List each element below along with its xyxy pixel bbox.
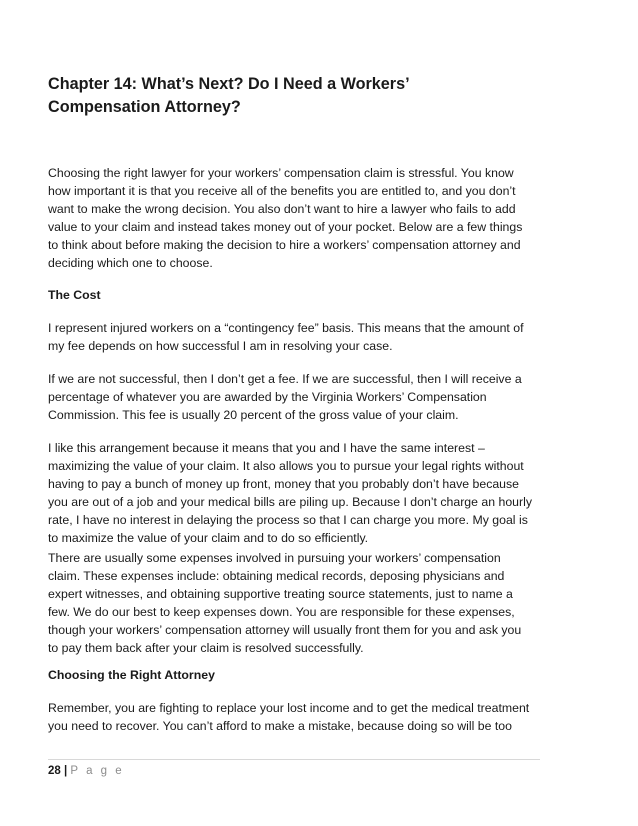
text-line: rate, I have no interest in delaying the process so that I can charge you more. My goal is — [48, 513, 528, 528]
section-heading-choosing-attorney: Choosing the Right Attorney — [48, 668, 215, 682]
text-line: though your workers’ compensation attorney will usually front them for you and ask you — [48, 623, 522, 638]
text-line: value to your claim and instead takes money out of your pocket. Below are a few things — [48, 220, 523, 235]
text-line: percentage of whatever you are awarded by the Virginia Workers’ Compensation — [48, 390, 487, 405]
text-line: If we are not successful, then I don’t get a fee. If we are successful, then I will receive a — [48, 372, 522, 386]
footer-separator: | — [64, 765, 68, 777]
text-line: my fee depends on how successful I am in resolving your case. — [48, 339, 393, 354]
expenses-paragraph — [48, 549, 558, 658]
text-line: you are out of a job and your medical bills are piling up. Because I don’t charge an hourly — [48, 495, 532, 510]
page-label: P a g e — [70, 765, 125, 777]
text-line: Commission. This fee is usually 20 percent of the gross value of your claim. — [48, 408, 459, 423]
cost-paragraph-1 — [48, 319, 558, 355]
text-line: maximizing the value of your claim. It also allows you to pursue your legal rights without — [48, 459, 524, 474]
choosing-paragraph — [48, 699, 558, 735]
cost-paragraph-2 — [48, 370, 558, 424]
text-line: There are usually some expenses involved in pursuing your workers’ compensation — [48, 551, 501, 565]
intro-paragraph — [48, 164, 558, 273]
text-line: how important it is that you receive all of the benefits you are entitled to, and you don’t — [48, 184, 516, 199]
text-line: having to pay a bunch of money up front, money that you probably don’t have because — [48, 477, 520, 492]
text-line: to think about before making the decision to hire a workers’ compensation attorney and — [48, 238, 521, 253]
chapter-title-line-2: Compensation Attorney? — [48, 98, 241, 116]
text-line: Remember, you are fighting to replace your lost income and to get the medical treatment — [48, 701, 530, 715]
cost-paragraph-3 — [48, 439, 558, 548]
text-line: to pay them back after your claim is resolved successfully. — [48, 641, 364, 656]
text-line: want to make the wrong decision. You also don’t want to hire a lawyer who fails to add — [48, 202, 516, 217]
text-line: claim. These expenses include: obtaining medical records, deposing physicians and — [48, 569, 505, 584]
text-line: deciding which one to choose. — [48, 256, 213, 271]
section-heading-cost: The Cost — [48, 288, 101, 302]
page-number: 28 — [48, 765, 61, 777]
footer-divider — [48, 759, 540, 760]
text-line: you need to recover. You can’t afford to make a mistake, because doing so will be too — [48, 719, 512, 734]
text-line: expert witnesses, and obtaining supportive treating source statements, just to name a — [48, 587, 513, 602]
page-footer — [48, 763, 124, 779]
chapter-title-line-1: Chapter 14: What’s Next? Do I Need a Workers’ — [48, 75, 410, 93]
text-line: I like this arrangement because it means that you and I have the same interest – — [48, 441, 485, 455]
chapter-title — [48, 73, 568, 119]
text-line: few. We do our best to keep expenses down. You are responsible for these expenses, — [48, 605, 515, 620]
text-line: to maximize the value of your claim and to do so efficiently. — [48, 531, 369, 546]
text-line: Choosing the right lawyer for your workers’ compensation claim is stressful. You know — [48, 166, 514, 180]
text-line: I represent injured workers on a “contingency fee” basis. This means that the amount of — [48, 321, 524, 335]
